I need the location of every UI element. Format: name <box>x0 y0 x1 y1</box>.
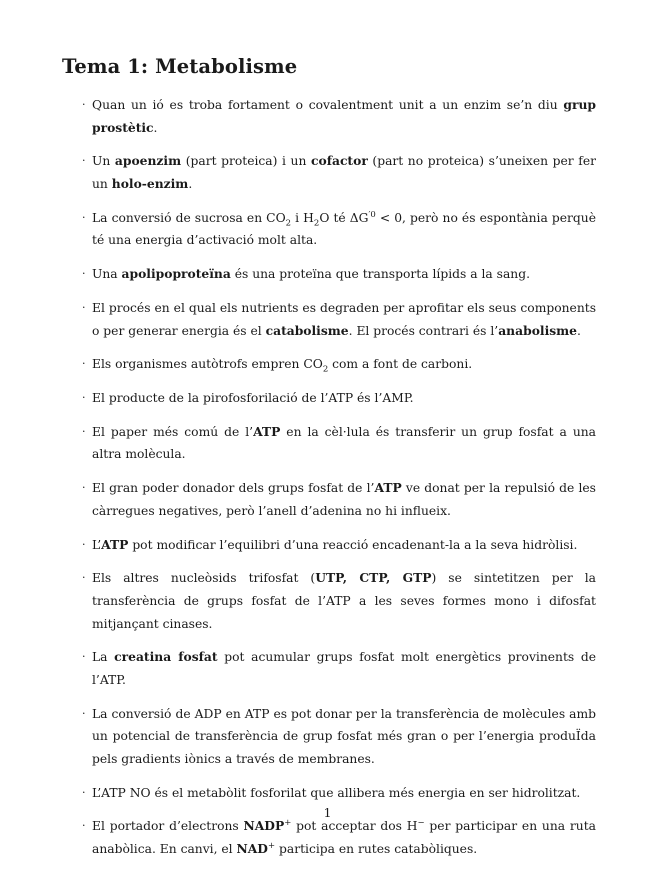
bold-term: ATP <box>253 423 281 439</box>
text-run: L’ <box>92 537 102 552</box>
text-run: Els altres nucleòsids trifosfat ( <box>92 571 316 586</box>
statement-text <box>92 211 596 248</box>
bold-term: UTP, CTP, GTP <box>315 570 432 586</box>
superscript: + <box>267 840 276 851</box>
text-run: La conversió de ADP en ATP es pot donar per la transferència de molècules amb un potencial de transferència de grup fosfat més gran o per l’energia produÏda pels gradients iònics a través de membranes. <box>92 706 596 766</box>
statement-list <box>62 94 596 872</box>
statement-text <box>92 481 596 518</box>
text-run: El producte de la pirofosforilació de l’ATP és l’AMP. <box>92 391 414 406</box>
text-run: < 0, però no és espontània perquè té una energia d’activació molt alta. <box>92 210 596 248</box>
text-run: El paper més comú de l’ <box>92 424 254 439</box>
bullet-icon: · <box>82 357 86 371</box>
bold-term: creatina fosfat <box>114 649 218 665</box>
text-run: pot acumular grups fosfat molt energètics provinents de l’ATP. <box>92 650 597 687</box>
bold-term: grup prostètic <box>92 97 596 135</box>
text-run: . <box>577 323 581 338</box>
statement-item <box>62 263 596 286</box>
bold-term: apoenzim <box>114 153 182 169</box>
statement-item <box>62 477 596 522</box>
text-run: ) se sintetitzen per la transferència de grups fosfat de l’ATP a les seves formes mono i difosfat mitjançant cinases. <box>92 571 596 631</box>
text-run: pot modificar l’equilibri d’una reacció encadenant-la a la seva hidròlisi. <box>128 537 578 552</box>
text-run: La conversió de sucrosa en CO <box>92 210 286 225</box>
text-run: pot acceptar dos H <box>291 819 418 834</box>
text-run: com a font de carboni. <box>328 357 473 372</box>
text-run: participa en rutes catabòliques. <box>275 842 478 857</box>
bullet-icon: · <box>82 267 86 281</box>
statement-text <box>92 786 580 800</box>
text-run: ve donat per la repulsió de les càrregues negatives, però l’anell d’adenina no hi influeix. <box>92 481 596 518</box>
page-title: Tema 1: Metabolisme <box>62 55 298 78</box>
text-run: Quan un ió es troba fortament o covalentment unit a un enzim se’n diu <box>92 98 564 112</box>
statement-item <box>62 150 596 195</box>
bullet-icon: · <box>82 819 86 833</box>
statement-text <box>92 357 473 375</box>
subscript: 2 <box>322 364 329 375</box>
text-run: Els organismes autòtrofs empren CO <box>92 357 323 372</box>
superscript: + <box>284 818 292 829</box>
text-run: La <box>92 650 115 665</box>
bold-term: NADP <box>243 818 285 834</box>
superscript: ′0 <box>368 209 376 220</box>
bullet-icon: · <box>82 391 86 405</box>
page-number: 1 <box>323 806 332 820</box>
statement-text <box>92 650 596 687</box>
statement-item <box>62 421 596 466</box>
statement-text <box>92 538 577 552</box>
text-run: Una <box>92 267 122 282</box>
subscript: 2 <box>313 218 320 229</box>
text-run: (part no proteica) s’uneixen per fer un <box>92 154 596 191</box>
statement-text <box>92 391 414 405</box>
bullet-icon: · <box>82 210 86 224</box>
text-run: (part proteica) i un <box>181 154 311 169</box>
bold-term: NAD <box>236 841 268 857</box>
bold-term: ATP <box>374 480 402 496</box>
statement-item <box>62 815 596 860</box>
bullet-icon: · <box>82 300 86 314</box>
bullet-icon: · <box>82 537 86 551</box>
bullet-icon: · <box>82 650 86 664</box>
statement-text <box>92 819 596 856</box>
text-run: per participar en una ruta anabòlica. En canvi, el <box>92 819 596 857</box>
statement-text <box>92 707 596 766</box>
statement-item <box>62 567 596 635</box>
bullet-icon: · <box>82 154 86 168</box>
subscript: 2 <box>285 218 292 229</box>
text-run: Un <box>92 154 115 169</box>
text-run: és una proteïna que transporta lípids a la sang. <box>230 267 530 282</box>
bold-term: catabolisme <box>265 322 349 338</box>
statement-text <box>92 98 596 135</box>
bullet-icon: · <box>82 571 86 585</box>
statement-text <box>92 267 530 281</box>
statement-item <box>62 646 596 691</box>
statement-item <box>62 353 596 376</box>
statement-text <box>92 425 596 462</box>
statement-text <box>92 301 596 338</box>
text-run: en la cèl·lula és transferir un grup fosfat a una altra molècula. <box>92 424 596 462</box>
bold-term: ATP <box>101 536 129 552</box>
bullet-icon: · <box>82 98 86 111</box>
statement-text <box>92 154 596 191</box>
superscript: − <box>417 818 425 829</box>
text-run: El gran poder donador dels grups fosfat de l’ <box>92 481 375 496</box>
text-run: i H <box>291 210 314 225</box>
bold-term: holo-enzim <box>111 175 189 191</box>
statement-item <box>62 703 596 771</box>
bold-term: apolipoproteïna <box>121 266 231 282</box>
bullet-icon: · <box>82 424 86 438</box>
bullet-icon: · <box>82 481 86 495</box>
statement-item <box>62 534 596 557</box>
statement-item <box>62 94 596 139</box>
statement-item <box>62 387 596 410</box>
bullet-icon: · <box>82 706 86 720</box>
text-run: . <box>153 120 158 135</box>
text-run: L’ATP NO és el metabòlit fosforilat que allibera més energia en ser hidrolitzat. <box>92 785 581 800</box>
bullet-icon: · <box>82 785 86 799</box>
statement-item <box>62 207 596 252</box>
text-run: . El procés contrari és l’ <box>348 323 499 338</box>
text-run: . <box>188 176 193 191</box>
text-run: El procés en el qual els nutrients es degraden per aprofitar els seus components o per generar energia és el <box>92 300 596 338</box>
text-run: O té ΔG <box>319 210 369 225</box>
bold-term: anabolisme <box>498 322 577 338</box>
bold-term: cofactor <box>311 153 368 169</box>
statement-item <box>62 782 596 805</box>
statement-item <box>62 297 596 342</box>
text-run: El portador d’electrons <box>92 819 244 834</box>
statement-text <box>92 571 596 630</box>
